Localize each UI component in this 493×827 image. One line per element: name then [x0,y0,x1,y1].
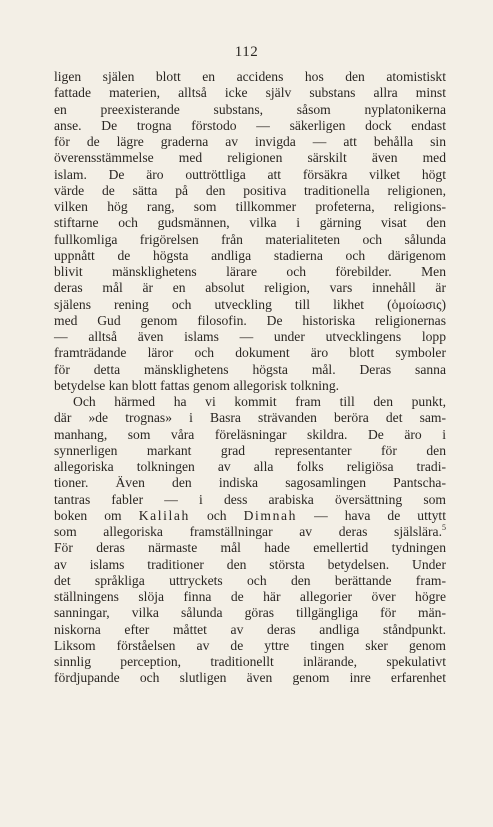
text-line: tioner. Även den indiska sagosamlingen Pantscha- [54,475,446,491]
body-text [54,69,446,687]
text-line: vilken hög rang, som tillkommer profeterna, religions- [54,199,446,214]
text-line: för detta mänsklighetens högsta mål. Deras sanna [54,361,446,377]
text-line: sinnlig perception, traditionellt inlärande, spekulativt [54,654,446,669]
text-line: Liksom förståelsen av de yttre tingen sker genom [54,637,446,653]
text-line: anse. De trogna förstodo — säkerligen dock endast [54,117,446,133]
text-line: ligen själen blott en accidens hos den atomistiskt [54,69,446,84]
text-line: deras mål är en absolut religion, vars innehåll är [54,280,446,296]
text-line: sanningar, vilka sålunda göras tillgängliga för män- [54,605,446,621]
text-line: själens rening och utveckling till likhet (ὁμοίωσις) [54,296,446,312]
text-line: av islams traditioner den största betydelsen. Under [54,556,446,572]
text-line: överensstämmelse med religionen särskilt även med [54,150,446,166]
page-number: 112 [234,44,259,60]
text-line: med Gud genom filosofin. De historiska religionernas [54,312,446,328]
text-line: fullkomliga frigörelsen från materialiteten och sålunda [54,231,446,247]
text-line: fattade materien, alltså icke själv substans allra minst [54,85,446,101]
text-line: islam. De äro outtröttliga att försäkra vilket högt [54,166,446,182]
text-line: blivit mänsklighetens lärare och förebilder. Men [54,264,446,279]
text-line: där »de trognas» i Basra strävanden beröra det sam- [54,410,446,426]
text-line: för de lägre graderna av invigda — att behålla sin [54,134,446,149]
spaced-title-kalilah: Kalilah [138,507,190,523]
text-line: en preexisterande substans, såsom nyplatonikerna [54,101,446,117]
text-line: tantras fabler — i dess arabiska översättning som [54,491,446,507]
text-line: manhang, som våra föreläsningar skildra. De äro i [54,426,446,442]
text-line: För deras närmaste mål hade emellertid tydningen [54,540,446,556]
text-line: uppnått de högsta andliga stadierna och därigenom [54,247,446,263]
text-line: det språkliga uttryckets och den berättande fram- [54,572,446,588]
text-line: synnerligen markant grad representanter för den [54,442,446,458]
text-fragment: — hava de uttytt [297,507,446,523]
text-fragment: som allegoriska framställningar av deras själslära. [54,524,442,539]
text-line: — alltså även islams — under utvecklingens lopp [54,329,446,344]
text-line: allegoriska tolkningen av alla folks religiösa tradi- [54,459,446,474]
spaced-title-dimnah: Dimnah [243,507,298,523]
text-line: fördjupande och slutligen även genom inre erfarenhet [54,670,446,686]
text-line-with-footnote [54,524,446,540]
text-line: niskorna efter måttet av deras andliga ståndpunkt. [54,621,446,637]
text-line: ställningens slöja finna de här allegorier över högre [54,589,446,604]
text-fragment: boken om [54,507,139,523]
text-line: framträdande läror och dokument äro blott symboler [54,345,446,361]
text-line-spaced [54,508,446,524]
text-line: värde de sätta på den positiva traditionella religionen, [54,182,446,198]
footnote-marker: 5 [442,523,446,532]
paragraph-start-line: Och härmed ha vi kommit fram till den punkt, [73,394,446,409]
text-fragment: och [189,507,244,523]
paragraph-end-line: betydelse kan blott fattas genom allegorisk tolkning. [54,377,340,393]
text-line: stiftarne och gudsmännen, vilka i gärning visat den [54,215,446,231]
